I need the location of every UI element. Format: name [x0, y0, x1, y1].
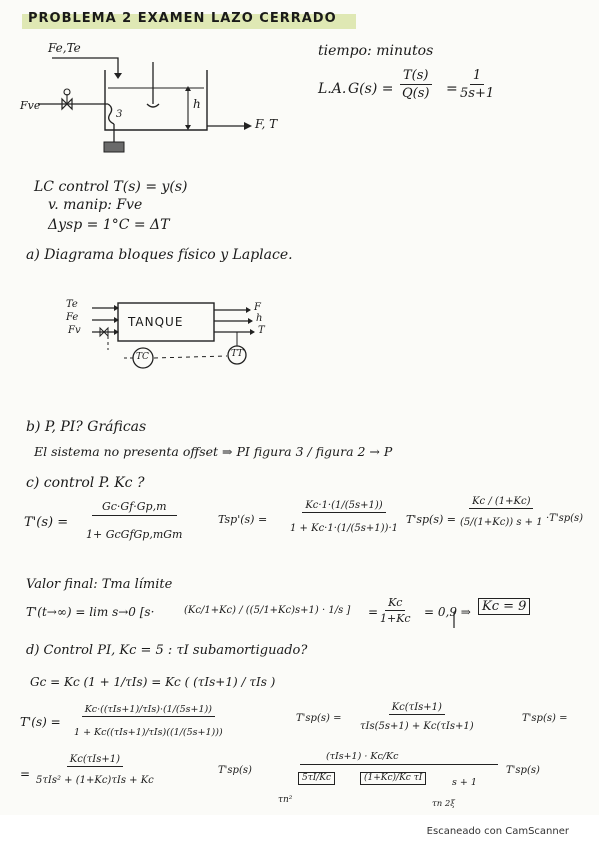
kc-result-box: Kc = 9 [478, 598, 530, 615]
open-loop-lhs: G(s) = [348, 81, 394, 97]
pd-d4-tau: τn² [278, 795, 293, 805]
pc-lhs: T'(s) = [24, 515, 69, 530]
open-loop-tf: $\frac{1}{5s+1}$ [460, 68, 495, 101]
pd-d4-tail: s + 1 [452, 777, 477, 788]
spec-setpoint: Δysp = 1°C = ΔT [48, 217, 170, 233]
pc-frac3: $\frac{Kc / (1+Kc)}{(5/(1+Kc)) s + 1}$ [460, 496, 543, 528]
pd-frac3: Kc(τIs+1) 5τIs² + (1+Kc)τIs + Kc [36, 754, 154, 786]
pd-frac1: Kc·((τIs+1)/τIs)·(1/(5s+1)) 1 + Kc((τIs+1)/τIs)((1/(5s+1))) [74, 704, 223, 738]
pc-tsp1: Tsp'(s) = [218, 513, 268, 526]
final-value-heading: Valor final: Tma límite [26, 577, 173, 592]
pc-frac1: Gc·Gf·Gp,m 1+ GcGfGp,mGm [86, 500, 183, 541]
coil-label: 3 [116, 109, 123, 120]
tc-bubble: TC [136, 352, 149, 362]
pd-d4-box1: 5τI/Kc [298, 772, 335, 785]
open-loop-ratio: $\frac{T(s)}{Q(s)}$ [400, 68, 432, 101]
pd-d4-num: (τIs+1) · Kc/Kc [326, 751, 399, 762]
outlet-label: F, T [255, 117, 278, 131]
pd-d4-xi: τn 2ξ [432, 799, 455, 809]
open-loop-label: L.A. [318, 81, 347, 97]
pd-tsp2: T'sp(s) = [522, 713, 568, 724]
block-tanque: TANQUE [128, 315, 184, 329]
part-b-heading: b) P, PI? Gráficas [26, 419, 147, 435]
page-title: PROBLEMA 2 EXAMEN LAZO CERRADO [28, 11, 337, 26]
fv-frac: $\frac{Kc}{1+Kc}$ [380, 596, 411, 625]
pc-tsp2: T'sp(s) = [406, 513, 456, 526]
input-fe: Fe [66, 312, 79, 323]
pd-tsp4: T'sp(s) [506, 765, 540, 776]
tt-bubble: TT [231, 349, 244, 359]
pd-d4-bar [300, 764, 498, 765]
scanner-watermark: Escaneado con CamScanner [426, 826, 569, 837]
output-t: T [258, 325, 265, 336]
steam-label: Fve [20, 99, 41, 112]
part-a-heading: a) Diagrama bloques físico y Laplace. [26, 247, 293, 263]
pd-frac2: Kc(τIs+1) τIs(5s+1) + Kc(τIs+1) [360, 702, 474, 732]
input-fv: Fv [68, 325, 81, 336]
output-f: F [254, 302, 261, 313]
pd-lhs: T'(s) = [20, 715, 61, 729]
spec-control: LC control T(s) = y(s) [34, 179, 188, 195]
part-c-heading: c) control P. Kc ? [26, 475, 145, 491]
inlet-label: Fe,Te [48, 41, 81, 55]
pd-tsp1: T'sp(s) = [296, 713, 342, 724]
part-d-heading: d) Control PI, Kc = 5 : τI subamortiguado? [26, 643, 308, 658]
fv-mid: (Kc/1+Kc) / ((5/1+Kc)s+1) · 1/s ] [184, 605, 351, 616]
pd-d3-lhs: = [20, 767, 31, 781]
fv-eq: = [368, 605, 379, 619]
part-b-line: El sistema no presenta offset ⇒ PI figura 3 / figura 2 → P [34, 444, 393, 459]
spec-manip: v. manip: Fve [48, 197, 143, 213]
open-loop-eq: = [446, 81, 458, 97]
pd-d4-box2: (1+Kc)/Kc τI [360, 772, 426, 785]
level-label: h [193, 97, 201, 111]
fv-lhs: T'(t→∞) = lim s→0 [s· [26, 605, 155, 619]
input-te: Te [66, 299, 78, 310]
pd-tsp3: T'sp(s) [218, 765, 252, 776]
pc-tsp3: ·T'sp(s) [546, 513, 584, 524]
output-h: h [256, 313, 263, 324]
fv-value: = 0,9 ⇒ [424, 605, 471, 619]
gc-line: Gc = Kc (1 + 1/τIs) = Kc ( (τIs+1) / τIs ) [30, 675, 276, 689]
pc-frac2: $\frac{Kc\cdot 1\cdot(1/(5s+1))}{1 + Kc\cdot 1\cdot(1/(5s+1))\cdot 1}$ [290, 500, 399, 534]
time-units: tiempo: minutos [318, 43, 434, 59]
